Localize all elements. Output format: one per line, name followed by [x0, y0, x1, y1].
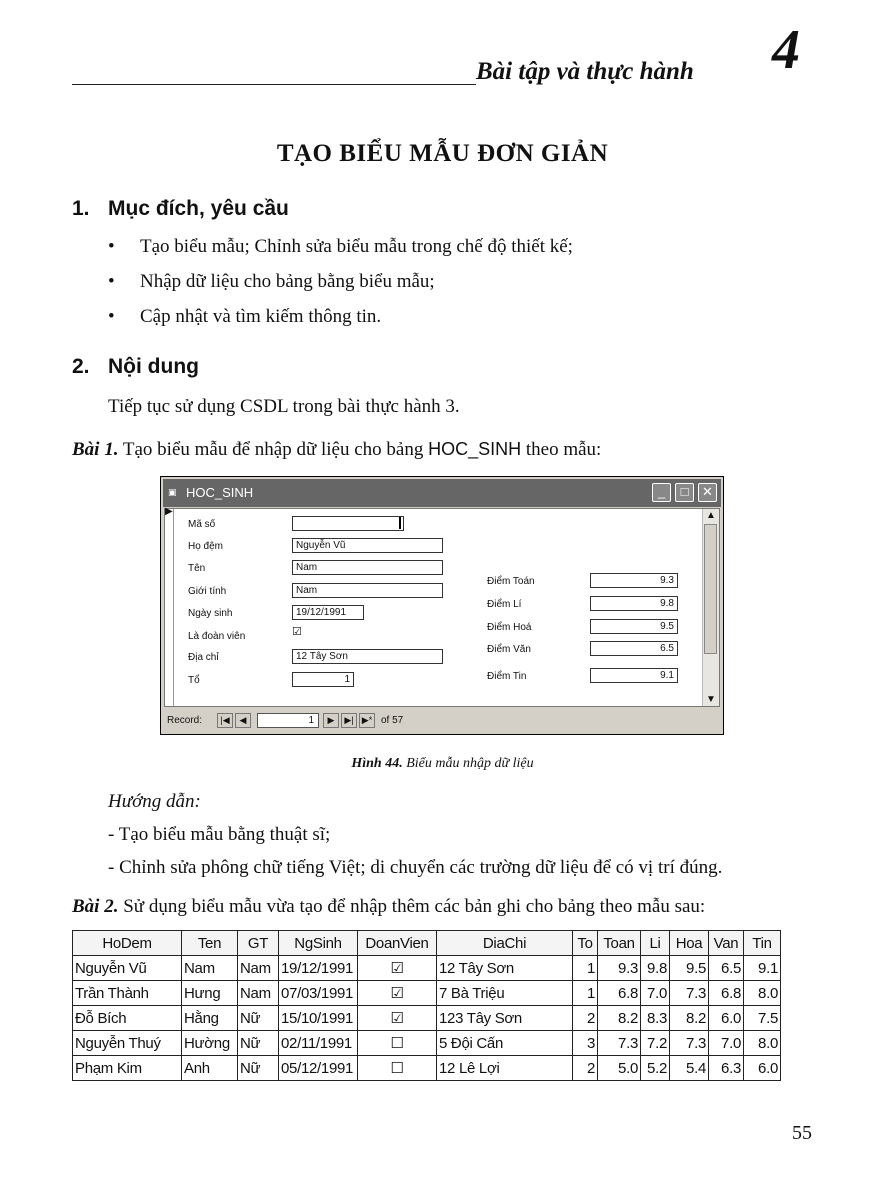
label-ten: Tên	[188, 563, 206, 574]
col-ngsinh: NgSinh	[279, 931, 358, 956]
label-hoa: Điểm Hoá	[487, 622, 532, 633]
access-form-window	[160, 476, 724, 735]
cell: 7.0	[641, 981, 670, 1006]
cell: 5.2	[641, 1056, 670, 1081]
cell: 7 Bà Triệu	[437, 981, 573, 1006]
section-2-intro: Tiếp tục sử dụng CSDL trong bài thực hành 3.	[108, 396, 460, 417]
maso-field[interactable]	[292, 516, 404, 531]
cell: Hường	[182, 1031, 238, 1056]
text-cursor	[399, 517, 401, 529]
exercise-1-label: Bài 1.	[72, 439, 119, 460]
cell: 6.8	[598, 981, 641, 1006]
guide-line-1: - Tạo biểu mẫu bằng thuật sĩ;	[108, 824, 331, 845]
col-hoa: Hoa	[670, 931, 709, 956]
toan-field[interactable]: 9.3	[590, 573, 678, 588]
checkbox-cell: ☑	[358, 981, 437, 1006]
list-item: • Tạo biểu mẫu; Chỉnh sửa biểu mẫu trong chế độ thiết kế;	[108, 236, 573, 271]
cell: 8.0	[744, 1031, 781, 1056]
list-item: • Nhập dữ liệu cho bảng bằng biểu mẫu;	[108, 271, 573, 306]
exercise-2-text: Sử dụng biểu mẫu vừa tạo để nhập thêm các bản ghi cho bảng theo mẫu sau:	[123, 896, 706, 917]
cell: 5.4	[670, 1056, 709, 1081]
cell: 7.5	[744, 1006, 781, 1031]
cell: Nữ	[238, 1056, 279, 1081]
table-row	[73, 1006, 781, 1031]
cell: Phạm Kim	[73, 1056, 182, 1081]
guide-title: Hướng dẫn:	[108, 791, 201, 812]
exercise-2	[72, 896, 705, 918]
guide-line-2: - Chỉnh sửa phông chữ tiếng Việt; di chuyển các trường dữ liệu để có vị trí đúng.	[108, 857, 723, 878]
chapter-title: Bài tập và thực hành	[476, 58, 694, 85]
doanvien-checkbox[interactable]: ☑	[292, 626, 302, 638]
table-row	[73, 1056, 781, 1081]
label-diachi: Địa chỉ	[188, 652, 219, 663]
cell: Nam	[238, 981, 279, 1006]
cell: 07/03/1991	[279, 981, 358, 1006]
table-row	[73, 1031, 781, 1056]
prev-record-button[interactable]: ◀	[235, 713, 251, 728]
window-title: HOC_SINH	[186, 485, 254, 500]
chapter-number: 4	[772, 19, 800, 81]
label-ngaysinh: Ngày sinh	[188, 608, 233, 619]
col-li: Li	[641, 931, 670, 956]
new-record-button[interactable]: ▶*	[359, 713, 375, 728]
cell: Nữ	[238, 1031, 279, 1056]
col-gt: GT	[238, 931, 279, 956]
cell: 05/12/1991	[279, 1056, 358, 1081]
col-doanvien: DoanVien	[358, 931, 437, 956]
label-tin: Điểm Tin	[487, 671, 527, 682]
cell: 6.5	[709, 956, 744, 981]
col-diachi: DiaChi	[437, 931, 573, 956]
cell: Hằng	[182, 1006, 238, 1031]
window-titlebar[interactable]	[163, 479, 721, 507]
cell: 6.3	[709, 1056, 744, 1081]
cell: Nguyễn Vũ	[73, 956, 182, 981]
maximize-button[interactable]: □	[675, 483, 694, 502]
cell: 6.0	[709, 1006, 744, 1031]
figure-caption	[0, 756, 885, 772]
cell: 15/10/1991	[279, 1006, 358, 1031]
cell: 3	[573, 1031, 598, 1056]
li-field[interactable]: 9.8	[590, 596, 678, 611]
tin-field[interactable]: 9.1	[590, 668, 678, 683]
section-1-title: Mục đích, yêu cầu	[108, 197, 289, 220]
section-1-heading	[72, 197, 289, 221]
exercise-1-text-end: theo mẫu:	[525, 439, 602, 460]
cell: Nam	[182, 956, 238, 981]
label-van: Điểm Văn	[487, 644, 531, 655]
van-field[interactable]: 6.5	[590, 641, 678, 656]
last-record-button[interactable]: ▶|	[341, 713, 357, 728]
cell: Nữ	[238, 1006, 279, 1031]
vertical-scrollbar[interactable]	[702, 509, 719, 706]
col-to: To	[573, 931, 598, 956]
cell: 7.3	[598, 1031, 641, 1056]
cell: 7.0	[709, 1031, 744, 1056]
col-toan: Toan	[598, 931, 641, 956]
to-field[interactable]: 1	[292, 672, 354, 687]
record-label: Record:	[167, 715, 203, 726]
hodem-field[interactable]: Nguyễn Vũ	[292, 538, 443, 553]
page-number: 55	[792, 1122, 812, 1144]
cell: 5.0	[598, 1056, 641, 1081]
close-button[interactable]: ✕	[698, 483, 717, 502]
col-van: Van	[709, 931, 744, 956]
cell: 12 Lê Lợi	[437, 1056, 573, 1081]
table-row	[73, 956, 781, 981]
first-record-button[interactable]: |◀	[217, 713, 233, 728]
cell: 9.5	[670, 956, 709, 981]
table-row	[73, 981, 781, 1006]
label-to: Tổ	[188, 675, 200, 686]
label-doanvien: Là đoàn viên	[188, 631, 246, 642]
cell: 8.3	[641, 1006, 670, 1031]
scroll-thumb[interactable]	[704, 524, 717, 654]
checkbox-cell: ☑	[358, 956, 437, 981]
cell: Đỗ Bích	[73, 1006, 182, 1031]
label-maso: Mã số	[188, 519, 216, 530]
list-item: • Cập nhật và tìm kiếm thông tin.	[108, 306, 573, 341]
cell: Nam	[238, 956, 279, 981]
figure-text: Biểu mẫu nhập dữ liệu	[406, 756, 534, 771]
cell: 9.1	[744, 956, 781, 981]
figure-label: Hình 44.	[351, 756, 403, 771]
checkbox-cell: ☐	[358, 1056, 437, 1081]
next-record-button[interactable]: ▶	[323, 713, 339, 728]
cell: 19/12/1991	[279, 956, 358, 981]
label-toan: Điểm Toán	[487, 576, 535, 587]
col-ten: Ten	[182, 931, 238, 956]
minimize-button[interactable]: _	[652, 483, 671, 502]
cell: 12 Tây Sơn	[437, 956, 573, 981]
section-2-heading	[72, 355, 199, 379]
cell: 2	[573, 1006, 598, 1031]
cell: 7.3	[670, 981, 709, 1006]
cell: Anh	[182, 1056, 238, 1081]
objectives-list	[108, 236, 573, 341]
label-hodem: Họ đệm	[188, 541, 224, 552]
header-rule	[72, 84, 476, 85]
cell: 8.2	[598, 1006, 641, 1031]
student-table	[72, 930, 781, 1081]
record-selector[interactable]	[165, 506, 174, 706]
form-icon: ▣	[168, 487, 177, 497]
cell: 7.3	[670, 1031, 709, 1056]
label-li: Điểm Lí	[487, 599, 522, 610]
cell: 9.3	[598, 956, 641, 981]
cell: 1	[573, 956, 598, 981]
col-hodem: HoDem	[73, 931, 182, 956]
cell: 9.8	[641, 956, 670, 981]
record-count: of 57	[381, 715, 404, 726]
cell: 6.8	[709, 981, 744, 1006]
hoa-field[interactable]: 9.5	[590, 619, 678, 634]
section-2-title: Nội dung	[108, 355, 199, 378]
label-gioitinh: Giới tính	[188, 586, 227, 597]
cell: Hưng	[182, 981, 238, 1006]
record-pointer-icon: ▶	[165, 506, 173, 517]
cell: 8.2	[670, 1006, 709, 1031]
cell: Trần Thành	[73, 981, 182, 1006]
gioitinh-field[interactable]: Nam	[292, 583, 443, 598]
exercise-1	[72, 439, 601, 461]
checkbox-cell: ☐	[358, 1031, 437, 1056]
ngaysinh-field[interactable]: 19/12/1991	[292, 605, 364, 620]
cell: 123 Tây Sơn	[437, 1006, 573, 1031]
section-2-number: 2.	[72, 355, 90, 378]
checkbox-cell: ☑	[358, 1006, 437, 1031]
ten-field[interactable]: Nam	[292, 560, 443, 575]
cell: 5 Đội Cấn	[437, 1031, 573, 1056]
table-name: HOC_SINH	[428, 439, 522, 459]
scroll-up-icon[interactable]: ▲	[706, 510, 716, 521]
form-body	[164, 508, 720, 707]
exercise-2-label: Bài 2.	[72, 896, 119, 917]
cell: Nguyễn Thuý	[73, 1031, 182, 1056]
cell: 02/11/1991	[279, 1031, 358, 1056]
cell: 1	[573, 981, 598, 1006]
diachi-field[interactable]: 12 Tây Sơn	[292, 649, 443, 664]
table-header-row	[73, 931, 781, 956]
record-number-input[interactable]: 1	[257, 713, 319, 728]
page-title: TẠO BIỂU MẪU ĐƠN GIẢN	[276, 140, 609, 167]
cell: 2	[573, 1056, 598, 1081]
cell: 7.2	[641, 1031, 670, 1056]
scroll-down-icon[interactable]: ▼	[706, 694, 716, 705]
exercise-1-text: Tạo biểu mẫu để nhập dữ liệu cho bảng	[122, 439, 424, 460]
cell: 8.0	[744, 981, 781, 1006]
section-1-number: 1.	[72, 197, 90, 220]
cell: 6.0	[744, 1056, 781, 1081]
col-tin: Tin	[744, 931, 781, 956]
